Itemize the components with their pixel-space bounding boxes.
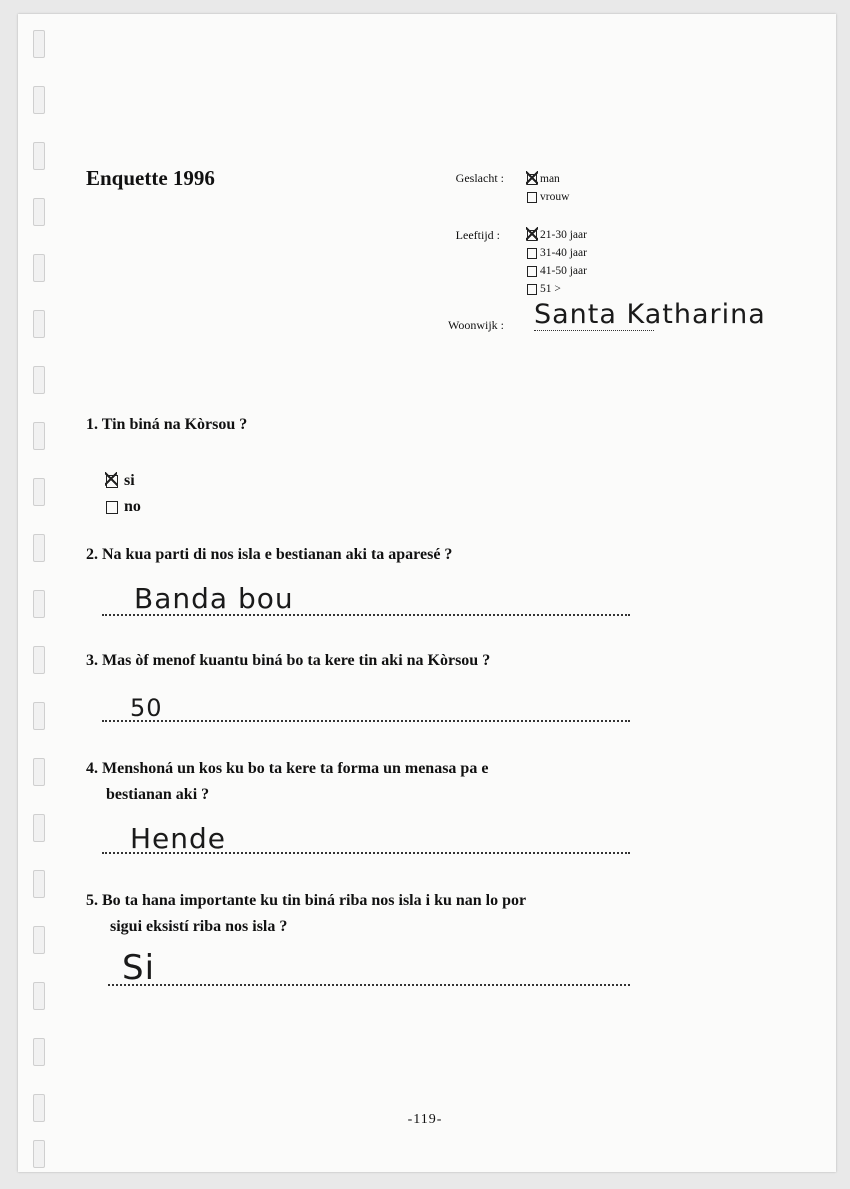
option-label: 51 >: [540, 283, 561, 295]
punch-hole: [33, 814, 45, 842]
page-number: -119-: [407, 1112, 443, 1127]
woonwijk-answer[interactable]: Santa Katharina: [534, 299, 766, 330]
punch-holes: [33, 30, 45, 1170]
question-text: Tin biná na Kòrsou ?: [101, 416, 248, 433]
leeftijd-options: [527, 226, 587, 298]
question-number: 1.: [86, 416, 98, 433]
woonwijk-dotline: [534, 330, 654, 331]
checkbox[interactable]: [106, 501, 118, 514]
answer-3-line: [102, 720, 630, 722]
option-label: 41-50 jaar: [540, 265, 587, 277]
option-label: si: [124, 472, 135, 489]
answer-5-line: [108, 984, 630, 986]
woonwijk-label: Woonwijk :: [447, 318, 504, 332]
option-label: 31-40 jaar: [540, 247, 587, 259]
checkbox[interactable]: [527, 192, 537, 203]
checkbox-checked[interactable]: [527, 230, 537, 241]
answer-4-line: [102, 852, 630, 854]
punch-hole: [33, 758, 45, 786]
question-number: 4.: [86, 760, 98, 777]
checkbox-checked[interactable]: [527, 174, 537, 185]
punch-hole: [33, 254, 45, 282]
punch-hole: [33, 30, 45, 58]
leeftijd-option-31-40[interactable]: [527, 244, 587, 262]
question-text: Mas òf menof kuantu biná bo ta kere tin aki na Kòrsou ?: [102, 652, 491, 669]
question-3: [86, 648, 490, 674]
option-label: man: [540, 173, 560, 185]
punch-hole: [33, 478, 45, 506]
geslacht-option-vrouw[interactable]: [527, 188, 569, 206]
leeftijd-option-21-30[interactable]: [527, 226, 587, 244]
answer-5[interactable]: Si: [122, 948, 156, 988]
answer-4[interactable]: Hende: [130, 822, 227, 855]
answer-3[interactable]: 50: [130, 694, 163, 722]
punch-hole: [33, 534, 45, 562]
document-title: Enquette 1996: [86, 166, 215, 190]
option-label: 21-30 jaar: [540, 229, 587, 241]
question-number: 5.: [86, 892, 98, 909]
question-1: [86, 412, 247, 438]
punch-hole: [33, 926, 45, 954]
answer-option-no[interactable]: [106, 494, 141, 520]
punch-hole: [33, 422, 45, 450]
geslacht-options: [527, 170, 569, 206]
punch-hole: [33, 646, 45, 674]
punch-hole: [33, 142, 45, 170]
question-text: Na kua parti di nos isla e bestianan aki ta aparesé ?: [102, 546, 453, 563]
punch-hole: [33, 86, 45, 114]
checkbox-checked[interactable]: [106, 475, 118, 488]
leeftijd-option-51[interactable]: [527, 280, 587, 298]
geslacht-option-man[interactable]: [527, 170, 569, 188]
checkbox[interactable]: [527, 248, 537, 259]
geslacht-label: Geslacht :: [455, 171, 504, 185]
question-4: [86, 756, 488, 808]
answer-option-si[interactable]: [106, 468, 141, 494]
answer-2[interactable]: Banda bou: [134, 582, 294, 615]
question-number: 3.: [86, 652, 98, 669]
punch-hole: [33, 310, 45, 338]
punch-hole: [33, 702, 45, 730]
question-number: 2.: [86, 546, 98, 563]
question-text: sigui eksistí riba nos isla ?: [110, 918, 288, 935]
answer-2-line: [102, 614, 630, 616]
punch-hole: [33, 1038, 45, 1066]
punch-hole: [33, 870, 45, 898]
leeftijd-option-41-50[interactable]: [527, 262, 587, 280]
option-label: no: [124, 498, 141, 515]
option-label: vrouw: [540, 191, 570, 203]
question-2: [86, 542, 452, 568]
checkbox[interactable]: [527, 266, 537, 277]
question-text: bestianan aki ?: [106, 786, 210, 803]
leeftijd-label: Leeftijd :: [455, 228, 500, 242]
punch-hole: [33, 590, 45, 618]
question-text: Bo ta hana importante ku tin biná riba nos isla i ku nan lo por: [102, 892, 527, 909]
punch-hole: [33, 1140, 45, 1168]
punch-hole: [33, 198, 45, 226]
question-text: Menshoná un kos ku bo ta kere ta forma un menasa pa e: [102, 760, 489, 777]
punch-hole: [33, 982, 45, 1010]
checkbox[interactable]: [527, 284, 537, 295]
question-1-options: [106, 468, 141, 520]
punch-hole: [33, 366, 45, 394]
question-5: [86, 888, 526, 940]
